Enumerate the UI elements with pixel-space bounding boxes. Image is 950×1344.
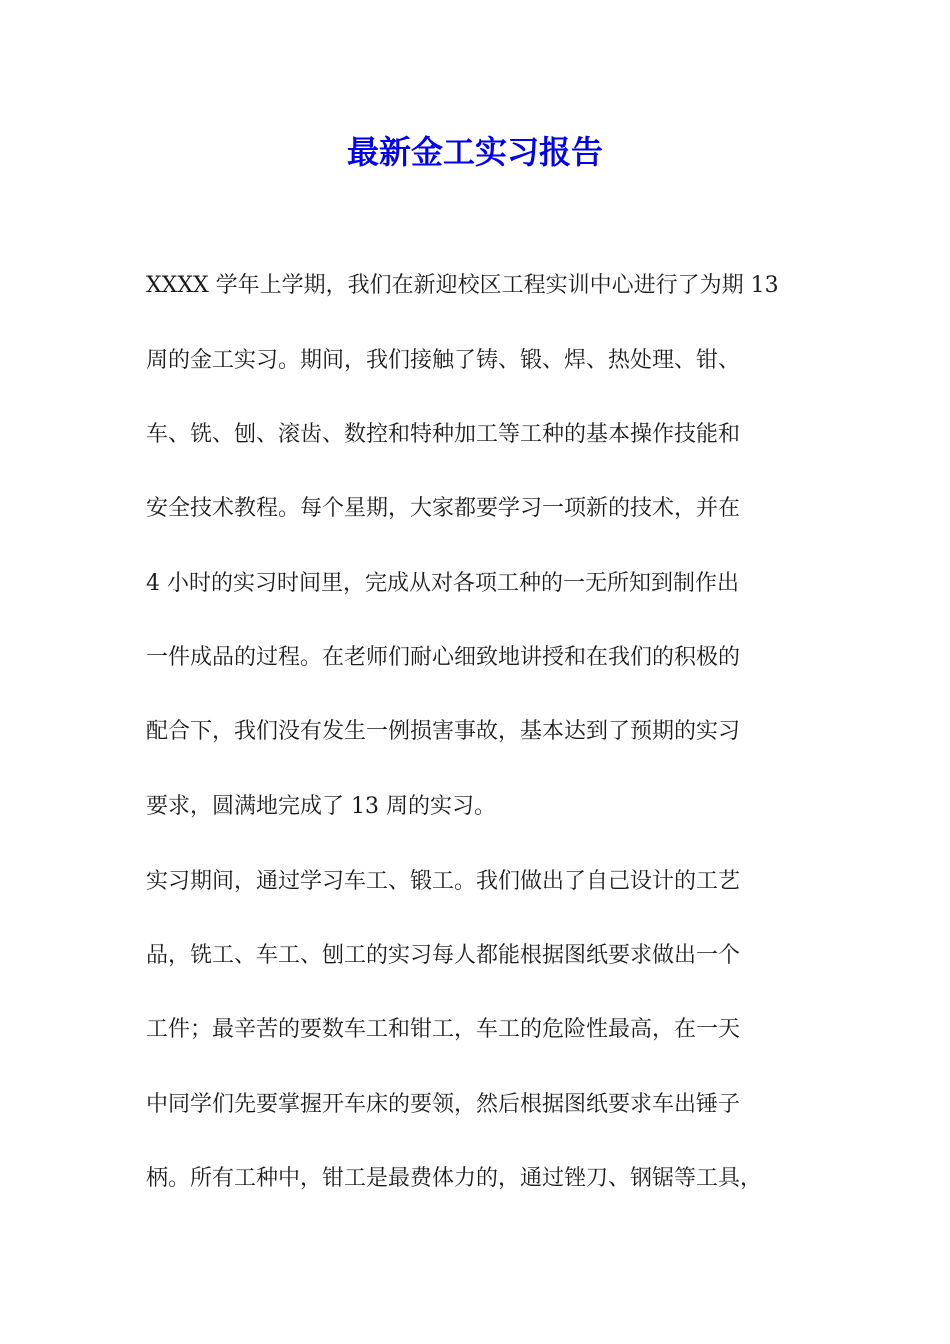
paragraph-line: 4 小时的实习时间里，完成从对各项工种的一无所知到制作出 (146, 571, 739, 596)
paragraph-line: XXXX 学年上学期，我们在新迎校区工程实训中心进行了为期 13 (146, 273, 779, 298)
paragraph-line: 车、铣、刨、滚齿、数控和特种加工等工种的基本操作技能和 (146, 422, 741, 447)
paragraph-line: 配合下，我们没有发生一例损害事故，基本达到了预期的实习 (146, 719, 741, 744)
paragraph-line: 实习期间，通过学习车工、锻工。我们做出了自己设计的工艺 (146, 869, 741, 894)
paragraph-line: 工件；最辛苦的要数车工和钳工，车工的危险性最高，在一天 (146, 1017, 741, 1042)
paragraph-line: 柄。所有工种中，钳工是最费体力的，通过锉刀、钢锯等工具， (146, 1166, 763, 1191)
paragraph-line: 品，铣工、车工、刨工的实习每人都能根据图纸要求做出一个 (146, 943, 741, 968)
paragraph-line: 安全技术教程。每个星期，大家都要学习一项新的技术，并在 (146, 496, 741, 521)
paragraph-line: 周的金工实习。期间，我们接触了铸、锻、焊、热处理、钳、 (146, 348, 741, 373)
document-title: 最新金工实习报告 (346, 133, 603, 171)
paragraph-line: 中同学们先要掌握开车床的要领，然后根据图纸要求车出锤子 (146, 1092, 741, 1117)
paragraph-line: 要求，圆满地完成了 13 周的实习。 (146, 794, 496, 819)
paragraph-line: 一件成品的过程。在老师们耐心细致地讲授和在我们的积极的 (146, 645, 741, 670)
